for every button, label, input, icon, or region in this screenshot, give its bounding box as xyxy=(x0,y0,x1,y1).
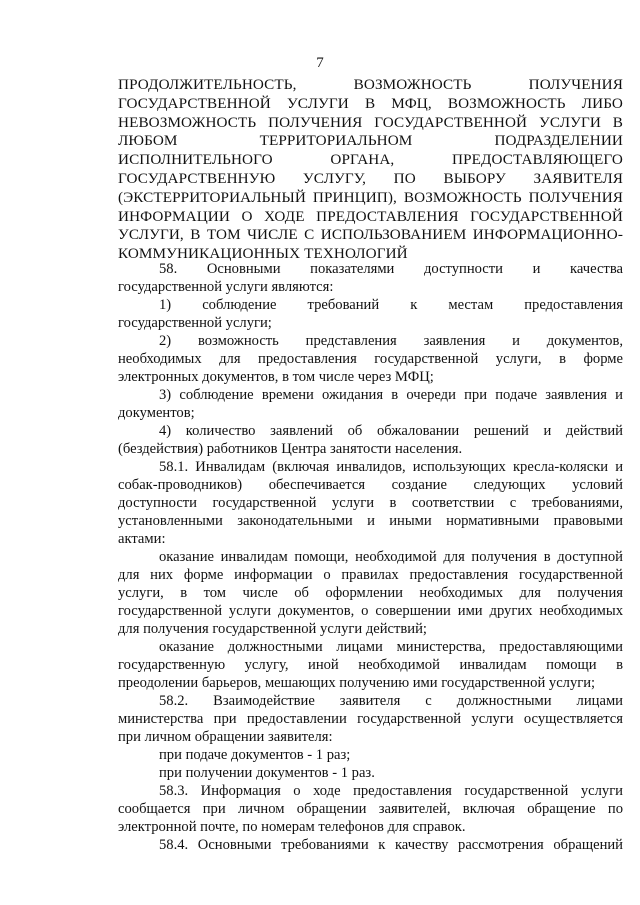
heading-line: ГОСУДАРСТВЕННУЮ УСЛУГУ, ПО ВЫБОРУ ЗАЯВИТЕЛЯ xyxy=(118,169,623,187)
body-text-line: доступности государственной услуги в соответствии с требованиями, xyxy=(118,495,623,511)
body-text-line: государственной услуги являются: xyxy=(118,279,334,295)
heading-line: (ЭКСТЕРРИТОРИАЛЬНЫЙ ПРИНЦИП), ВОЗМОЖНОСТЬ ПОЛУЧЕНИЯ xyxy=(118,188,623,206)
body-text-line: собак-проводников) обеспечивается создание следующих условий xyxy=(118,477,623,493)
body-text-line: оказание инвалидам помощи, необходимой для получения в доступной xyxy=(159,549,623,565)
body-text-line: министерства при предоставлении государственной услуги осуществляется xyxy=(118,711,623,727)
body-text-line: 58.3. Информация о ходе предоставления государственной услуги xyxy=(159,783,623,799)
body-text-line: (бездействия) работников Центра занятости населения. xyxy=(118,441,463,457)
body-text-line: государственной услуги документов, о совершении ими других необходимых xyxy=(118,603,623,619)
body-text-line: 2) возможность представления заявления и документов, xyxy=(159,333,623,349)
body-text-line: услуги, в том числе об оформлении необходимых для получения xyxy=(118,585,623,601)
body-text-line: 58. Основными показателями доступности и качества xyxy=(159,261,623,277)
heading-line: ИНФОРМАЦИИ О ХОДЕ ПРЕДОСТАВЛЕНИЯ ГОСУДАРСТВЕННОЙ xyxy=(118,207,623,225)
body-text-line: для них форме информации о правилах предоставления государственной xyxy=(118,567,623,583)
body-text-line: государственной услуги; xyxy=(118,315,272,331)
body-text-line: документов; xyxy=(118,405,195,421)
body-text-line: 58.1. Инвалидам (включая инвалидов, использующих кресла-коляски и xyxy=(159,459,623,475)
body-text-line: оказание должностными лицами министерства, предоставляющими xyxy=(159,639,623,655)
heading-line: ИСПОЛНИТЕЛЬНОГО ОРГАНА, ПРЕДОСТАВЛЯЮЩЕГО xyxy=(118,151,623,169)
page-number: 7 xyxy=(316,55,324,71)
body-text-line: необходимых для предоставления государственной услуги, в форме xyxy=(118,351,623,367)
body-text-line: при личном обращении заявителя: xyxy=(118,729,333,745)
body-text-line: государственную услугу, иной необходимой инвалидам помощи в xyxy=(118,657,623,673)
body-text-line: преодолении барьеров, мешающих получению ими государственной услуги; xyxy=(118,675,596,691)
heading-line: НЕВОЗМОЖНОСТЬ ПОЛУЧЕНИЯ ГОСУДАРСТВЕННОЙ УСЛУГИ В xyxy=(118,113,623,131)
body-text-line: при подаче документов - 1 раз; xyxy=(159,747,351,763)
document-body xyxy=(118,260,623,854)
body-text-line: сообщается при личном обращении заявителей, включая обращение по xyxy=(118,801,623,817)
body-text-line: актами: xyxy=(118,531,166,547)
body-text-line: при получении документов - 1 раз. xyxy=(159,765,375,781)
heading-line: УСЛУГИ, В ТОМ ЧИСЛЕ С ИСПОЛЬЗОВАНИЕМ ИНФОРМАЦИОННО- xyxy=(118,226,623,244)
body-text-line: электронной почте, по номерам телефонов для справок. xyxy=(118,819,466,835)
body-text-line: 4) количество заявлений об обжаловании решений и действий xyxy=(159,423,623,439)
heading-line: ЛЮБОМ ТЕРРИТОРИАЛЬНОМ ПОДРАЗДЕЛЕНИИ xyxy=(118,132,623,150)
body-text-line: установленными законодательными и иными нормативными правовыми xyxy=(118,513,623,529)
heading-line: КОММУНИКАЦИОННЫХ ТЕХНОЛОГИЙ xyxy=(118,245,408,263)
body-text-line: 3) соблюдение времени ожидания в очереди при подаче заявления и xyxy=(159,387,623,403)
heading-line: ГОСУДАРСТВЕННОЙ УСЛУГИ В МФЦ, ВОЗМОЖНОСТЬ ЛИБО xyxy=(118,94,623,112)
body-text-line: 58.2. Взаимодействие заявителя с должностными лицами xyxy=(159,693,623,709)
body-text-line: для получения государственной услуги действий; xyxy=(118,621,427,637)
body-text-line: электронных документов, в том числе через МФЦ; xyxy=(118,369,434,385)
heading-line: ПРОДОЛЖИТЕЛЬНОСТЬ, ВОЗМОЖНОСТЬ ПОЛУЧЕНИЯ xyxy=(118,76,623,93)
body-text-line: 1) соблюдение требований к местам предоставления xyxy=(159,297,623,313)
section-heading xyxy=(118,76,623,264)
body-text-line: 58.4. Основными требованиями к качеству рассмотрения обращений xyxy=(159,837,623,853)
